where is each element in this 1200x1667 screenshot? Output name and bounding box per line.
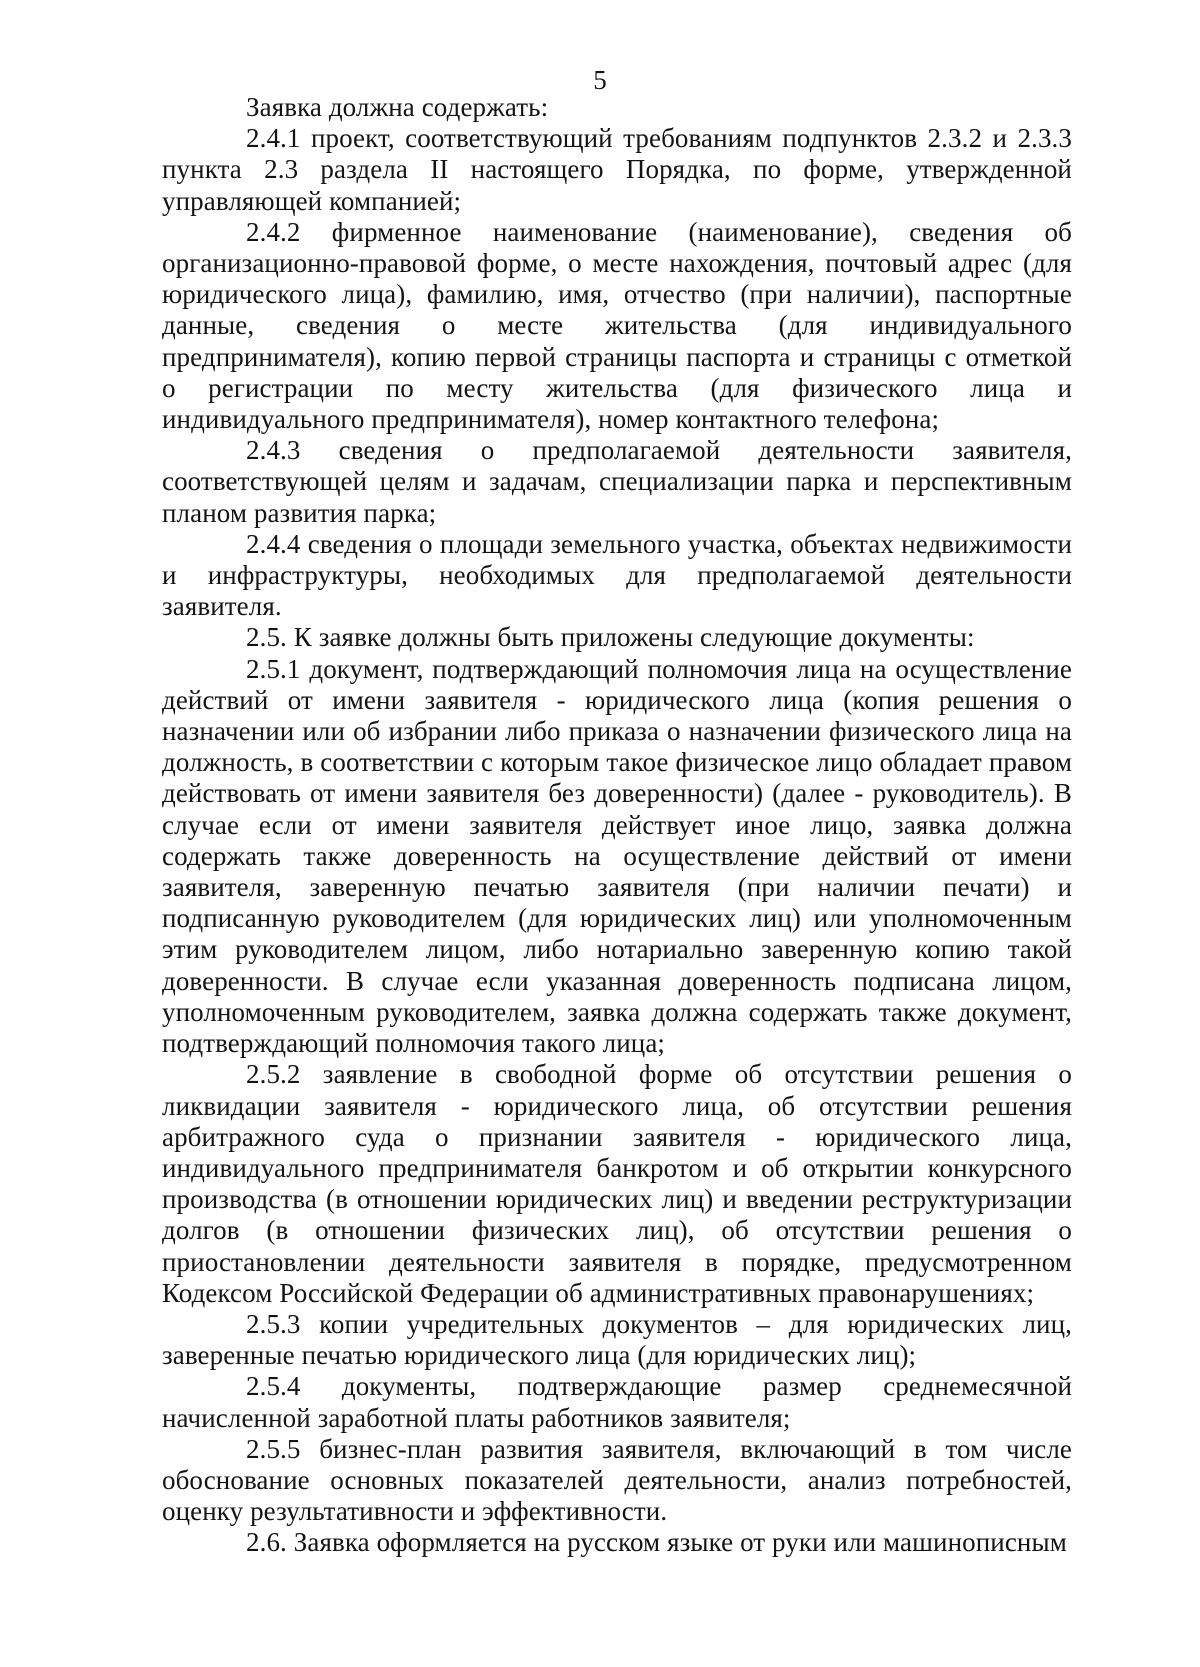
paragraph-2-5-5: 2.5.5 бизнес-план развития заявителя, включающий в том числе обоснование основных показателей деятельности, анализ потребностей, оценку результативности и эффективности.	[162, 1433, 1072, 1527]
paragraph-2-4-1: 2.4.1 проект, соответствующий требованиям подпунктов 2.3.2 и 2.3.3 пункта 2.3 раздела II настоящего Порядка, по форме, утвержденной управляющей компанией;	[162, 123, 1072, 216]
paragraph-2-5-2: 2.5.2 заявление в свободной форме об отсутствии решения о ликвидации заявителя - юридического лица, об отсутствии решения арбитражного суда о признании заявителя - юридического лица, индивидуального предпринимателя банкротом и об открытии конкурсного производства (в отношении юридических лиц) и введении реструктуризации долгов (в отношении физических лиц), об отсутствии решения о приостановлении деятельности заявителя в порядке, предусмотренном Кодексом Российской Федерации об административных правонарушениях;	[162, 1059, 1072, 1308]
paragraph-2-5-3: 2.5.3 копии учредительных документов – для юридических лиц, заверенные печатью юридического лица (для юридических лиц);	[162, 1308, 1072, 1371]
paragraph-2-6: 2.6. Заявка оформляется на русском языке от руки или машинописным	[246, 1527, 1067, 1558]
paragraph-2-5: 2.5. К заявке должны быть приложены следующие документы:	[246, 622, 975, 653]
paragraph-2-5-4: 2.5.4 документы, подтверждающие размер среднемесячной начисленной заработной платы работников заявителя;	[162, 1371, 1072, 1433]
paragraph-2-4-4: 2.4.4 сведения о площади земельного участка, объектах недвижимости и инфраструктуры, необходимых для предполагаемой деятельности заявителя.	[162, 528, 1072, 622]
paragraph-2-4-3: 2.4.3 сведения о предполагаемой деятельности заявителя, соответствующей целям и задачам, специализации парка и перспективным планом развития парка;	[162, 435, 1072, 528]
page-number: 5	[593, 65, 607, 95]
document-body	[162, 92, 1072, 1559]
paragraph-2-4-2: 2.4.2 фирменное наименование (наименование), сведения об организационно-правовой форме, о месте нахождения, почтовый адрес (для юридического лица), фамилию, имя, отчество (при наличии), паспортные данные, сведения о месте жительства (для индивидуального предпринимателя), копию первой страницы паспорта и страницы с отметкой о регистрации по месту жительства (для физического лица и индивидуального предпринимателя), номер контактного телефона;	[162, 216, 1072, 435]
paragraph-2-5-1: 2.5.1 документ, подтверждающий полномочия лица на осуществление действий от имени заявителя - юридического лица (копия решения о назначении или об избрании либо приказа о назначении физического лица на должность, в соответствии с которым такое физическое лицо обладает правом действовать от имени заявителя без доверенности) (далее - руководитель). В случае если от имени заявителя действует иное лицо, заявка должна содержать также доверенность на осуществление действий от имени заявителя, заверенную печатью заявителя (при наличии печати) и подписанную руководителем (для юридических лиц) или уполномоченным этим руководителем лицом, либо нотариально заверенную копию такой доверенности. В случае если указанная доверенность подписана лицом, уполномоченным руководителем, заявка должна содержать также документ, подтверждающий полномочия такого лица;	[162, 653, 1072, 1059]
paragraph-intro: Заявка должна содержать:	[246, 92, 549, 122]
